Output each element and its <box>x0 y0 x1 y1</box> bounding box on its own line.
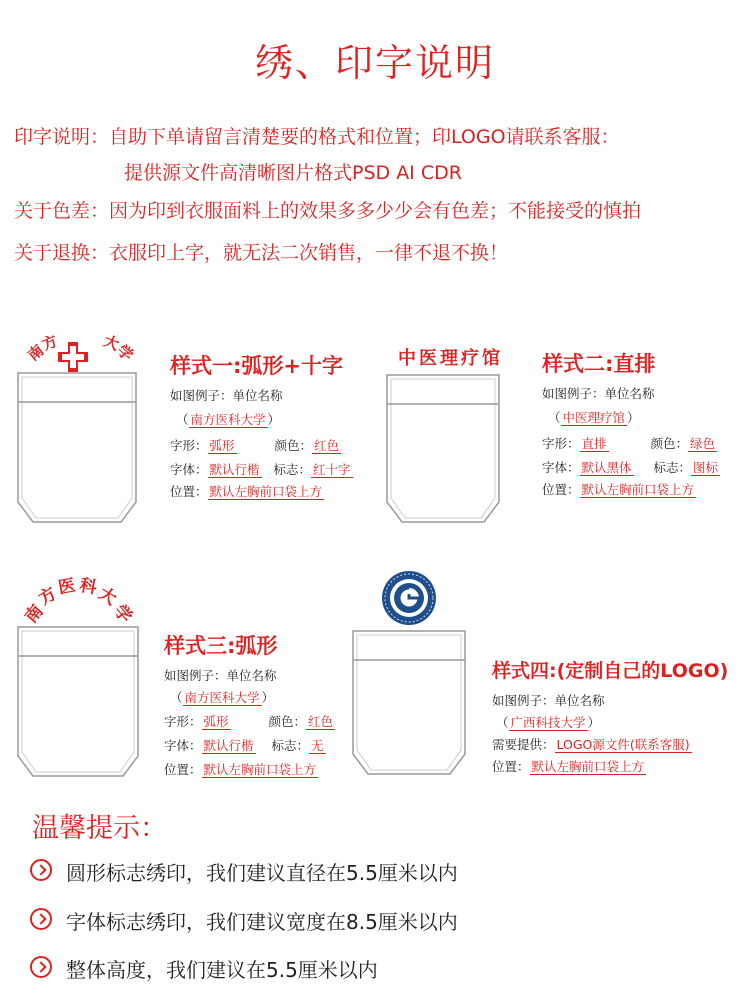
info-return <box>14 238 508 265</box>
info-print <box>14 122 620 149</box>
label: 标志： <box>271 738 310 753</box>
page-title: 绣、印字说明 <box>254 41 495 85</box>
straight-logo-2: 中医理疗馆 <box>398 348 503 369</box>
pocket-2 <box>386 374 500 524</box>
chevron-circle-icon <box>30 956 52 978</box>
arc-logo-1: 南 方 大 学 <box>20 328 140 378</box>
label: 标志： <box>653 460 692 475</box>
label: 位置： <box>492 759 530 774</box>
example-text: 如图例子：单位名称 <box>164 668 277 683</box>
style-title: 样式二:直排 <box>542 352 656 376</box>
value: 默认左胸前口袋上方 <box>209 484 323 499</box>
label: 颜色： <box>268 714 307 729</box>
value: 红色 <box>308 714 334 729</box>
value: 图标 <box>693 460 719 475</box>
value: 默认黑体 <box>581 460 632 475</box>
label: 位置： <box>164 762 202 777</box>
tip-item: 字体标志绣印，我们建议宽度在8.5厘米以内 <box>66 910 458 934</box>
label: 颜色： <box>274 438 313 453</box>
value: 默认左胸前口袋上方 <box>203 762 317 777</box>
university-badge-icon <box>381 570 437 626</box>
example-text: 如图例子：单位名称 <box>170 388 283 403</box>
info-format <box>124 158 462 185</box>
chevron-circle-icon <box>30 859 52 881</box>
pocket-4 <box>352 630 466 776</box>
style3-details: 样式三:弧形 如图例子：单位名称 （ 南方医科大学 ） 字形： 弧形 颜色： 红色 字体： 默认行楷 标志： 无 位置： 默认左胸前口袋上方 <box>164 630 335 778</box>
style1-details: 样式一:弧形+十字 如图例子：单位名称 （ 南方医科大学 ） 字形： 弧形 颜色： 红色 字体： 默认行楷 标志： 红十字 位置： 默认左胸前口袋上方 <box>170 350 353 500</box>
unit-name: 南方医科大学 <box>184 690 260 705</box>
value: 弧形 <box>203 714 229 729</box>
chevron-circle-icon <box>30 908 52 930</box>
value: 绿色 <box>690 436 716 451</box>
value: 红十字 <box>313 462 351 477</box>
label: 字体： <box>170 462 208 477</box>
value: 弧形 <box>209 438 235 453</box>
style2-details: 样式二:直排 如图例子：单位名称 （ 中医理疗馆 ） 字形： 直排 颜色： 绿色 字体： 默认黑体 标志： 图标 位置： 默认左胸前口袋上方 <box>542 348 720 498</box>
value: 无 <box>311 738 324 753</box>
unit-name: 中医理疗馆 <box>562 410 626 425</box>
label: 字体： <box>542 460 580 475</box>
label: 字形： <box>542 436 580 451</box>
red-cross-icon <box>56 340 90 374</box>
label: 位置： <box>170 484 208 499</box>
info-label: 关于色差： <box>14 200 110 222</box>
unit-name: 广西科技大学 <box>510 715 586 730</box>
label: 字体： <box>164 738 202 753</box>
unit-name: 南方医科大学 <box>190 412 266 427</box>
info-text: 自助下单请留言清楚要的格式和位置；印LOGO请联系客服： <box>109 126 620 148</box>
tip-item: 圆形标志绣印，我们建议直径在5.5厘米以内 <box>66 861 458 885</box>
info-color-diff <box>14 196 641 223</box>
info-text: 衣服印上字，就无法二次销售，一律不退不换！ <box>109 242 509 264</box>
value: 默认左胸前口袋上方 <box>581 482 695 497</box>
label: 位置： <box>542 482 580 497</box>
info-label: 关于退换： <box>14 242 110 264</box>
value: LOGO源文件(联系客服) <box>556 737 690 752</box>
pocket-3 <box>17 626 139 778</box>
style-title: 样式一:弧形+十字 <box>170 354 343 378</box>
style-title: 样式四:(定制自己的LOGO) <box>492 660 729 682</box>
label: 需要提供： <box>492 737 555 752</box>
value: 默认行楷 <box>203 738 254 753</box>
style4-details: 样式四:(定制自己的LOGO) 如图例子：单位名称 （ 广西科技大学 ） 需要提供： LOGO源文件(联系客服) 位置： 默认左胸前口袋上方 <box>492 656 728 775</box>
value: 直排 <box>581 436 607 451</box>
example-text: 如图例子：单位名称 <box>542 386 655 401</box>
value: 红色 <box>314 438 340 453</box>
arc-logo-3: 南 方 医 科 大 学 <box>21 575 136 628</box>
tip-item: 整体高度，我们建议在5.5厘米以内 <box>66 958 378 982</box>
style-title: 样式三:弧形 <box>164 634 278 658</box>
tips-title: 温馨提示： <box>32 813 167 844</box>
label: 字形： <box>164 714 202 729</box>
value: 默认左胸前口袋上方 <box>531 759 645 774</box>
label: 字形： <box>170 438 208 453</box>
value: 默认行楷 <box>209 462 260 477</box>
pocket-1 <box>17 372 137 524</box>
example-text: 如图例子：单位名称 <box>492 693 605 708</box>
label: 颜色： <box>650 436 689 451</box>
label: 标志： <box>273 462 312 477</box>
info-text: 因为印到衣服面料上的效果多多少少会有色差；不能接受的慎拍 <box>109 200 642 222</box>
info-label: 印字说明： <box>14 126 110 148</box>
info-text: 提供源文件高清晰图片格式PSD AI CDR <box>124 162 462 184</box>
